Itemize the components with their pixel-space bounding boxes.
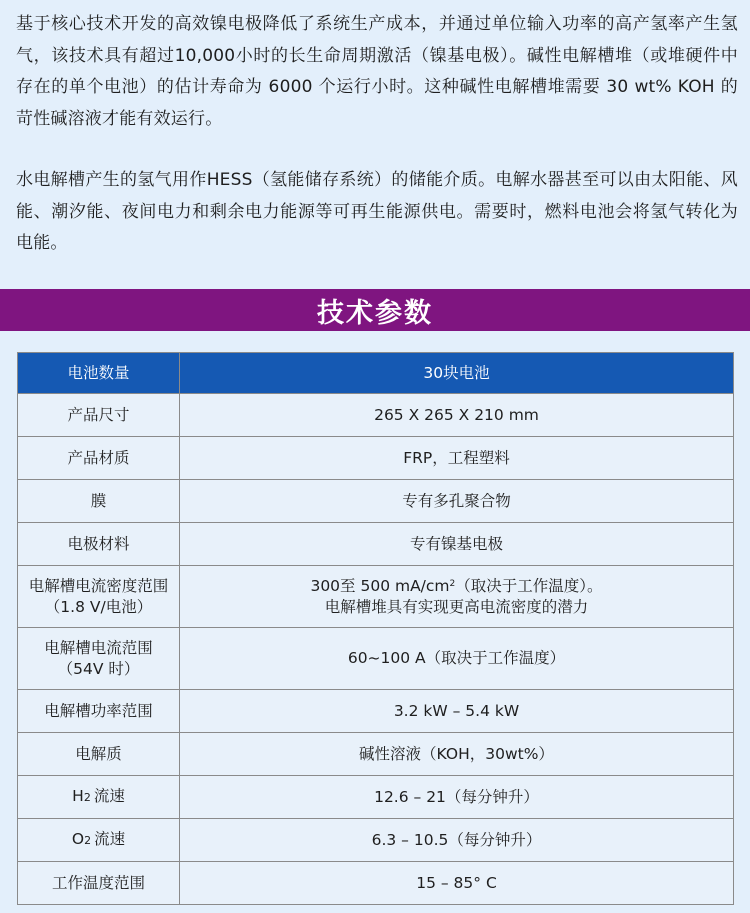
o2-suffix: 流速 (94, 830, 126, 848)
row-key-line2: （1.8 V/电池） (44, 597, 153, 616)
o2-prefix: O (71, 830, 85, 848)
h2-suffix: 流速 (93, 787, 125, 805)
row-value: 专有镍基电极 (180, 523, 734, 566)
table-row (18, 733, 734, 776)
superscript: 2 (449, 578, 456, 589)
header-value: 30块电池 (180, 353, 734, 394)
table-row (18, 862, 734, 905)
o2-subscript: 2 (84, 834, 92, 847)
table-row (18, 437, 734, 480)
table-row (18, 628, 734, 690)
row-value: 265 X 265 X 210 mm (180, 394, 734, 437)
row-key: 膜 (18, 480, 180, 523)
row-value: 专有多孔聚合物 (180, 480, 734, 523)
row-value-line1 (186, 576, 727, 597)
row-key: 产品材质 (18, 437, 180, 480)
intro-paragraph-1: 基于核心技术开发的高效镍电极降低了系统生产成本，并通过单位输入功率的高产氢率产生氢气，该技术具有超过10,000小时的长生命周期激活（镍基电极）。碱性电解槽堆（或堆硬件中存在的单个电池）的估计寿命为 6000 个运行小时。这种碱性电解槽堆需要 30 wt% KOH 的苛性碱溶液才能有效运行。 (16, 14, 738, 129)
row-value (180, 566, 734, 628)
spec-table (17, 352, 734, 905)
row-value: 6.3 – 10.5（每分钟升） (180, 819, 734, 862)
row-key: 电解质 (18, 733, 180, 776)
table-row (18, 776, 734, 819)
h2-subscript: 2 (83, 791, 91, 804)
table-row (18, 523, 734, 566)
row-key: 电极材料 (18, 523, 180, 566)
row-key (18, 776, 180, 819)
intro-paragraph-2: 水电解槽产生的氢气用作HESS（氢能储存系统）的储能介质。电解水器甚至可以由太阳能、风能、潮汐能、夜间电力和剩余电力能源等可再生能源供电。需要时，燃料电池会将氢气转化为电能。 (16, 170, 738, 253)
row-value: 15 – 85° C (180, 862, 734, 905)
row-value: 3.2 kW – 5.4 kW (180, 690, 734, 733)
row-key-line1: 电解槽电流密度范围 (28, 576, 169, 595)
table-header-row (18, 353, 734, 394)
row-value: 碱性溶液（KOH，30wt%） (180, 733, 734, 776)
header-key: 电池数量 (18, 353, 180, 394)
table-row (18, 819, 734, 862)
row-key (18, 819, 180, 862)
row-key-line1: 电解槽电流范围 (44, 638, 153, 657)
row-key (18, 628, 180, 690)
row-value-line2: 电解槽堆具有实现更高电流密度的潜力 (324, 597, 589, 616)
table-row (18, 480, 734, 523)
density-value: 300至 500 mA/cm (310, 576, 450, 595)
row-key: 产品尺寸 (18, 394, 180, 437)
h2-prefix: H (72, 787, 84, 805)
section-banner: 技术参数 (0, 289, 750, 331)
row-key (18, 566, 180, 628)
row-key-line2: （54V 时） (57, 659, 140, 678)
row-value: 12.6 – 21（每分钟升） (180, 776, 734, 819)
table-row (18, 690, 734, 733)
row-key: 工作温度范围 (18, 862, 180, 905)
intro-text (16, 9, 738, 260)
density-note: （取决于工作温度）。 (455, 576, 603, 595)
row-key: 电解槽功率范围 (18, 690, 180, 733)
row-value: 60~100 A（取决于工作温度） (180, 628, 734, 690)
row-value: FRP，工程塑料 (180, 437, 734, 480)
table-row (18, 394, 734, 437)
table-row (18, 566, 734, 628)
